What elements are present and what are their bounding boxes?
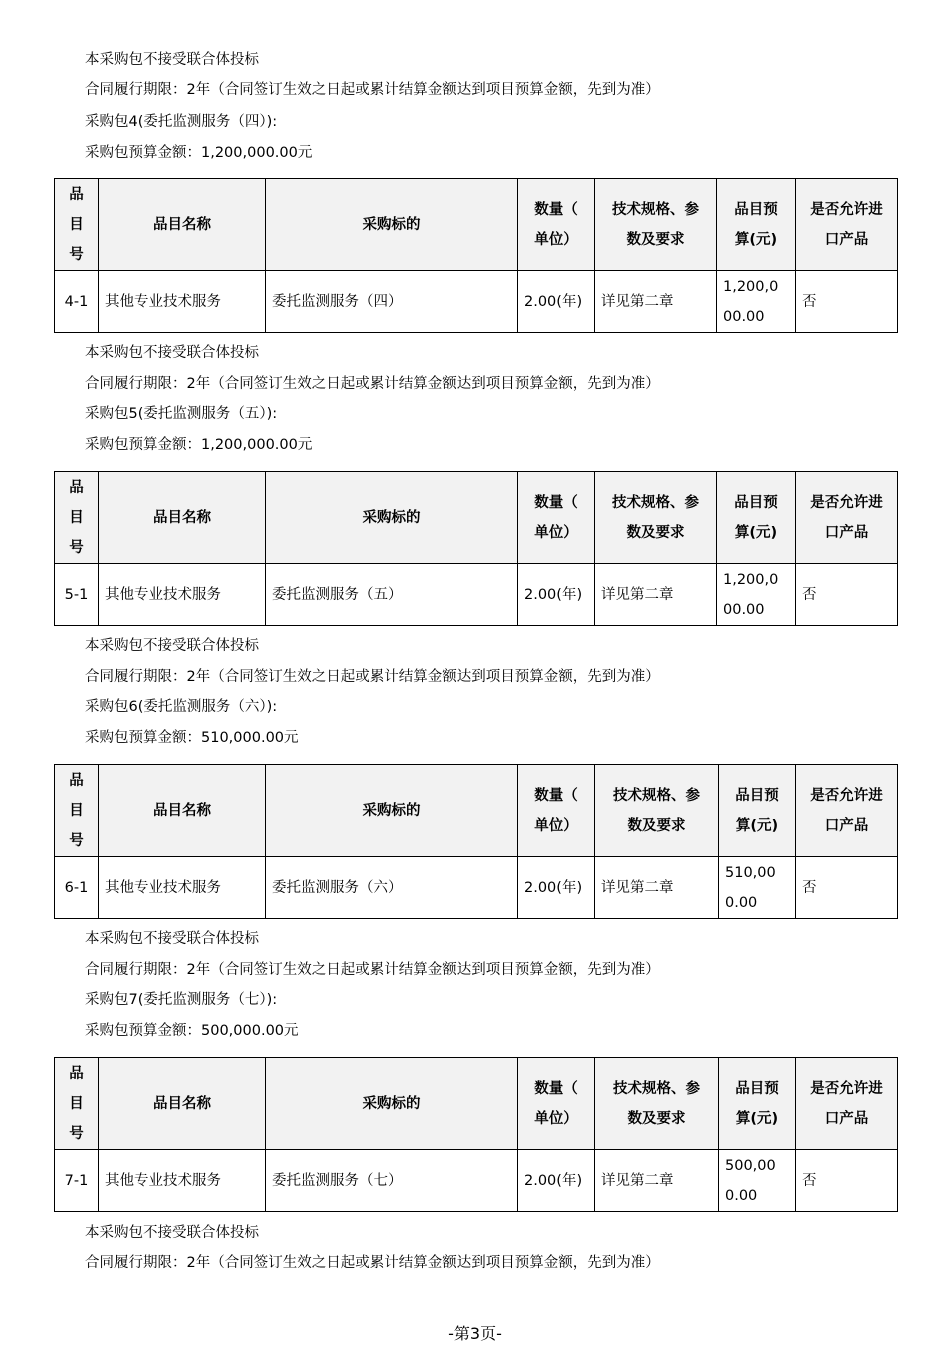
cell-qty: 2.00(年) xyxy=(518,271,595,333)
header-import: 是否允许进 口产品 xyxy=(796,765,898,857)
header-budget: 品目预 算(元) xyxy=(719,1058,796,1150)
header-code: 品 目 号 xyxy=(55,1058,99,1150)
no-consortium-note: 本采购包不接受联合体投标 xyxy=(85,931,259,947)
package-table xyxy=(54,1057,898,1212)
header-import: 是否允许进 口产品 xyxy=(796,1058,898,1150)
package-title: 采购包7(委托监测服务（七）): xyxy=(85,992,278,1008)
table-header-row xyxy=(55,1058,898,1150)
header-budget: 品目预 算(元) xyxy=(717,472,796,564)
header-subject: 采购标的 xyxy=(266,179,518,271)
contract-term: 合同履行期限：2年（合同签订生效之日起或累计结算金额达到项目预算金额，先到为准） xyxy=(85,669,660,685)
header-spec: 技术规格、参 数及要求 xyxy=(595,472,717,564)
header-qty: 数量（ 单位） xyxy=(518,179,595,271)
no-consortium-note: 本采购包不接受联合体投标 xyxy=(85,52,259,68)
page-number: -第3页- xyxy=(448,1324,502,1343)
header-spec: 技术规格、参 数及要求 xyxy=(595,179,717,271)
no-consortium-note: 本采购包不接受联合体投标 xyxy=(85,638,259,654)
cell-import: 否 xyxy=(796,857,898,919)
contract-term: 合同履行期限：2年（合同签订生效之日起或累计结算金额达到项目预算金额，先到为准） xyxy=(85,82,660,98)
contract-term: 合同履行期限：2年（合同签订生效之日起或累计结算金额达到项目预算金额，先到为准） xyxy=(85,962,660,978)
cell-subject: 委托监测服务（四） xyxy=(266,271,518,333)
table-header-row xyxy=(55,179,898,271)
no-consortium-note: 本采购包不接受联合体投标 xyxy=(85,345,259,361)
table-row xyxy=(55,1150,898,1212)
cell-qty: 2.00(年) xyxy=(518,857,595,919)
cell-item-name: 其他专业技术服务 xyxy=(99,271,266,333)
cell-subject: 委托监测服务（六） xyxy=(266,857,518,919)
header-subject: 采购标的 xyxy=(266,472,518,564)
cell-subject: 委托监测服务（七） xyxy=(266,1150,518,1212)
header-subject: 采购标的 xyxy=(266,765,518,857)
cell-item-name: 其他专业技术服务 xyxy=(99,1150,266,1212)
table-row xyxy=(55,857,898,919)
cell-qty: 2.00(年) xyxy=(518,1150,595,1212)
cell-code: 6-1 xyxy=(55,857,99,919)
table-row xyxy=(55,271,898,333)
cell-qty: 2.00(年) xyxy=(518,564,595,626)
cell-import: 否 xyxy=(796,271,898,333)
header-import: 是否允许进 口产品 xyxy=(796,179,898,271)
cell-budget: 500,00 0.00 xyxy=(719,1150,796,1212)
cell-item-name: 其他专业技术服务 xyxy=(99,857,266,919)
cell-spec: 详见第二章 xyxy=(595,564,717,626)
package-table xyxy=(54,178,898,333)
cell-code: 4-1 xyxy=(55,271,99,333)
cell-code: 7-1 xyxy=(55,1150,99,1212)
table-header-row xyxy=(55,472,898,564)
package-budget: 采购包预算金额：500,000.00元 xyxy=(85,1023,299,1039)
cell-item-name: 其他专业技术服务 xyxy=(99,564,266,626)
header-import: 是否允许进 口产品 xyxy=(796,472,898,564)
table-header-row xyxy=(55,765,898,857)
package-table xyxy=(54,764,898,919)
header-budget: 品目预 算(元) xyxy=(717,179,796,271)
header-code: 品 目 号 xyxy=(55,472,99,564)
table-row xyxy=(55,564,898,626)
package-title: 采购包4(委托监测服务（四）): xyxy=(85,114,278,130)
header-qty: 数量（ 单位） xyxy=(518,472,595,564)
header-item-name: 品目名称 xyxy=(99,179,266,271)
package-title: 采购包6(委托监测服务（六）): xyxy=(85,699,278,715)
contract-term: 合同履行期限：2年（合同签订生效之日起或累计结算金额达到项目预算金额，先到为准） xyxy=(85,1255,660,1271)
header-item-name: 品目名称 xyxy=(99,472,266,564)
package-budget: 采购包预算金额：1,200,000.00元 xyxy=(85,437,313,453)
package-title: 采购包5(委托监测服务（五）): xyxy=(85,406,278,422)
header-item-name: 品目名称 xyxy=(99,765,266,857)
cell-spec: 详见第二章 xyxy=(595,271,717,333)
cell-budget: 1,200,0 00.00 xyxy=(717,271,796,333)
header-spec: 技术规格、参 数及要求 xyxy=(595,765,719,857)
header-qty: 数量（ 单位） xyxy=(518,765,595,857)
header-item-name: 品目名称 xyxy=(99,1058,266,1150)
package-budget: 采购包预算金额：510,000.00元 xyxy=(85,730,299,746)
cell-spec: 详见第二章 xyxy=(595,1150,719,1212)
no-consortium-note: 本采购包不接受联合体投标 xyxy=(85,1225,259,1241)
header-qty: 数量（ 单位） xyxy=(518,1058,595,1150)
package-table xyxy=(54,471,898,626)
header-budget: 品目预 算(元) xyxy=(719,765,796,857)
cell-import: 否 xyxy=(796,564,898,626)
header-spec: 技术规格、参 数及要求 xyxy=(595,1058,719,1150)
cell-code: 5-1 xyxy=(55,564,99,626)
cell-spec: 详见第二章 xyxy=(595,857,719,919)
header-code: 品 目 号 xyxy=(55,179,99,271)
contract-term: 合同履行期限：2年（合同签订生效之日起或累计结算金额达到项目预算金额，先到为准） xyxy=(85,376,660,392)
header-subject: 采购标的 xyxy=(266,1058,518,1150)
cell-budget: 1,200,0 00.00 xyxy=(717,564,796,626)
cell-budget: 510,00 0.00 xyxy=(719,857,796,919)
header-code: 品 目 号 xyxy=(55,765,99,857)
cell-subject: 委托监测服务（五） xyxy=(266,564,518,626)
package-budget: 采购包预算金额：1,200,000.00元 xyxy=(85,145,313,161)
cell-import: 否 xyxy=(796,1150,898,1212)
